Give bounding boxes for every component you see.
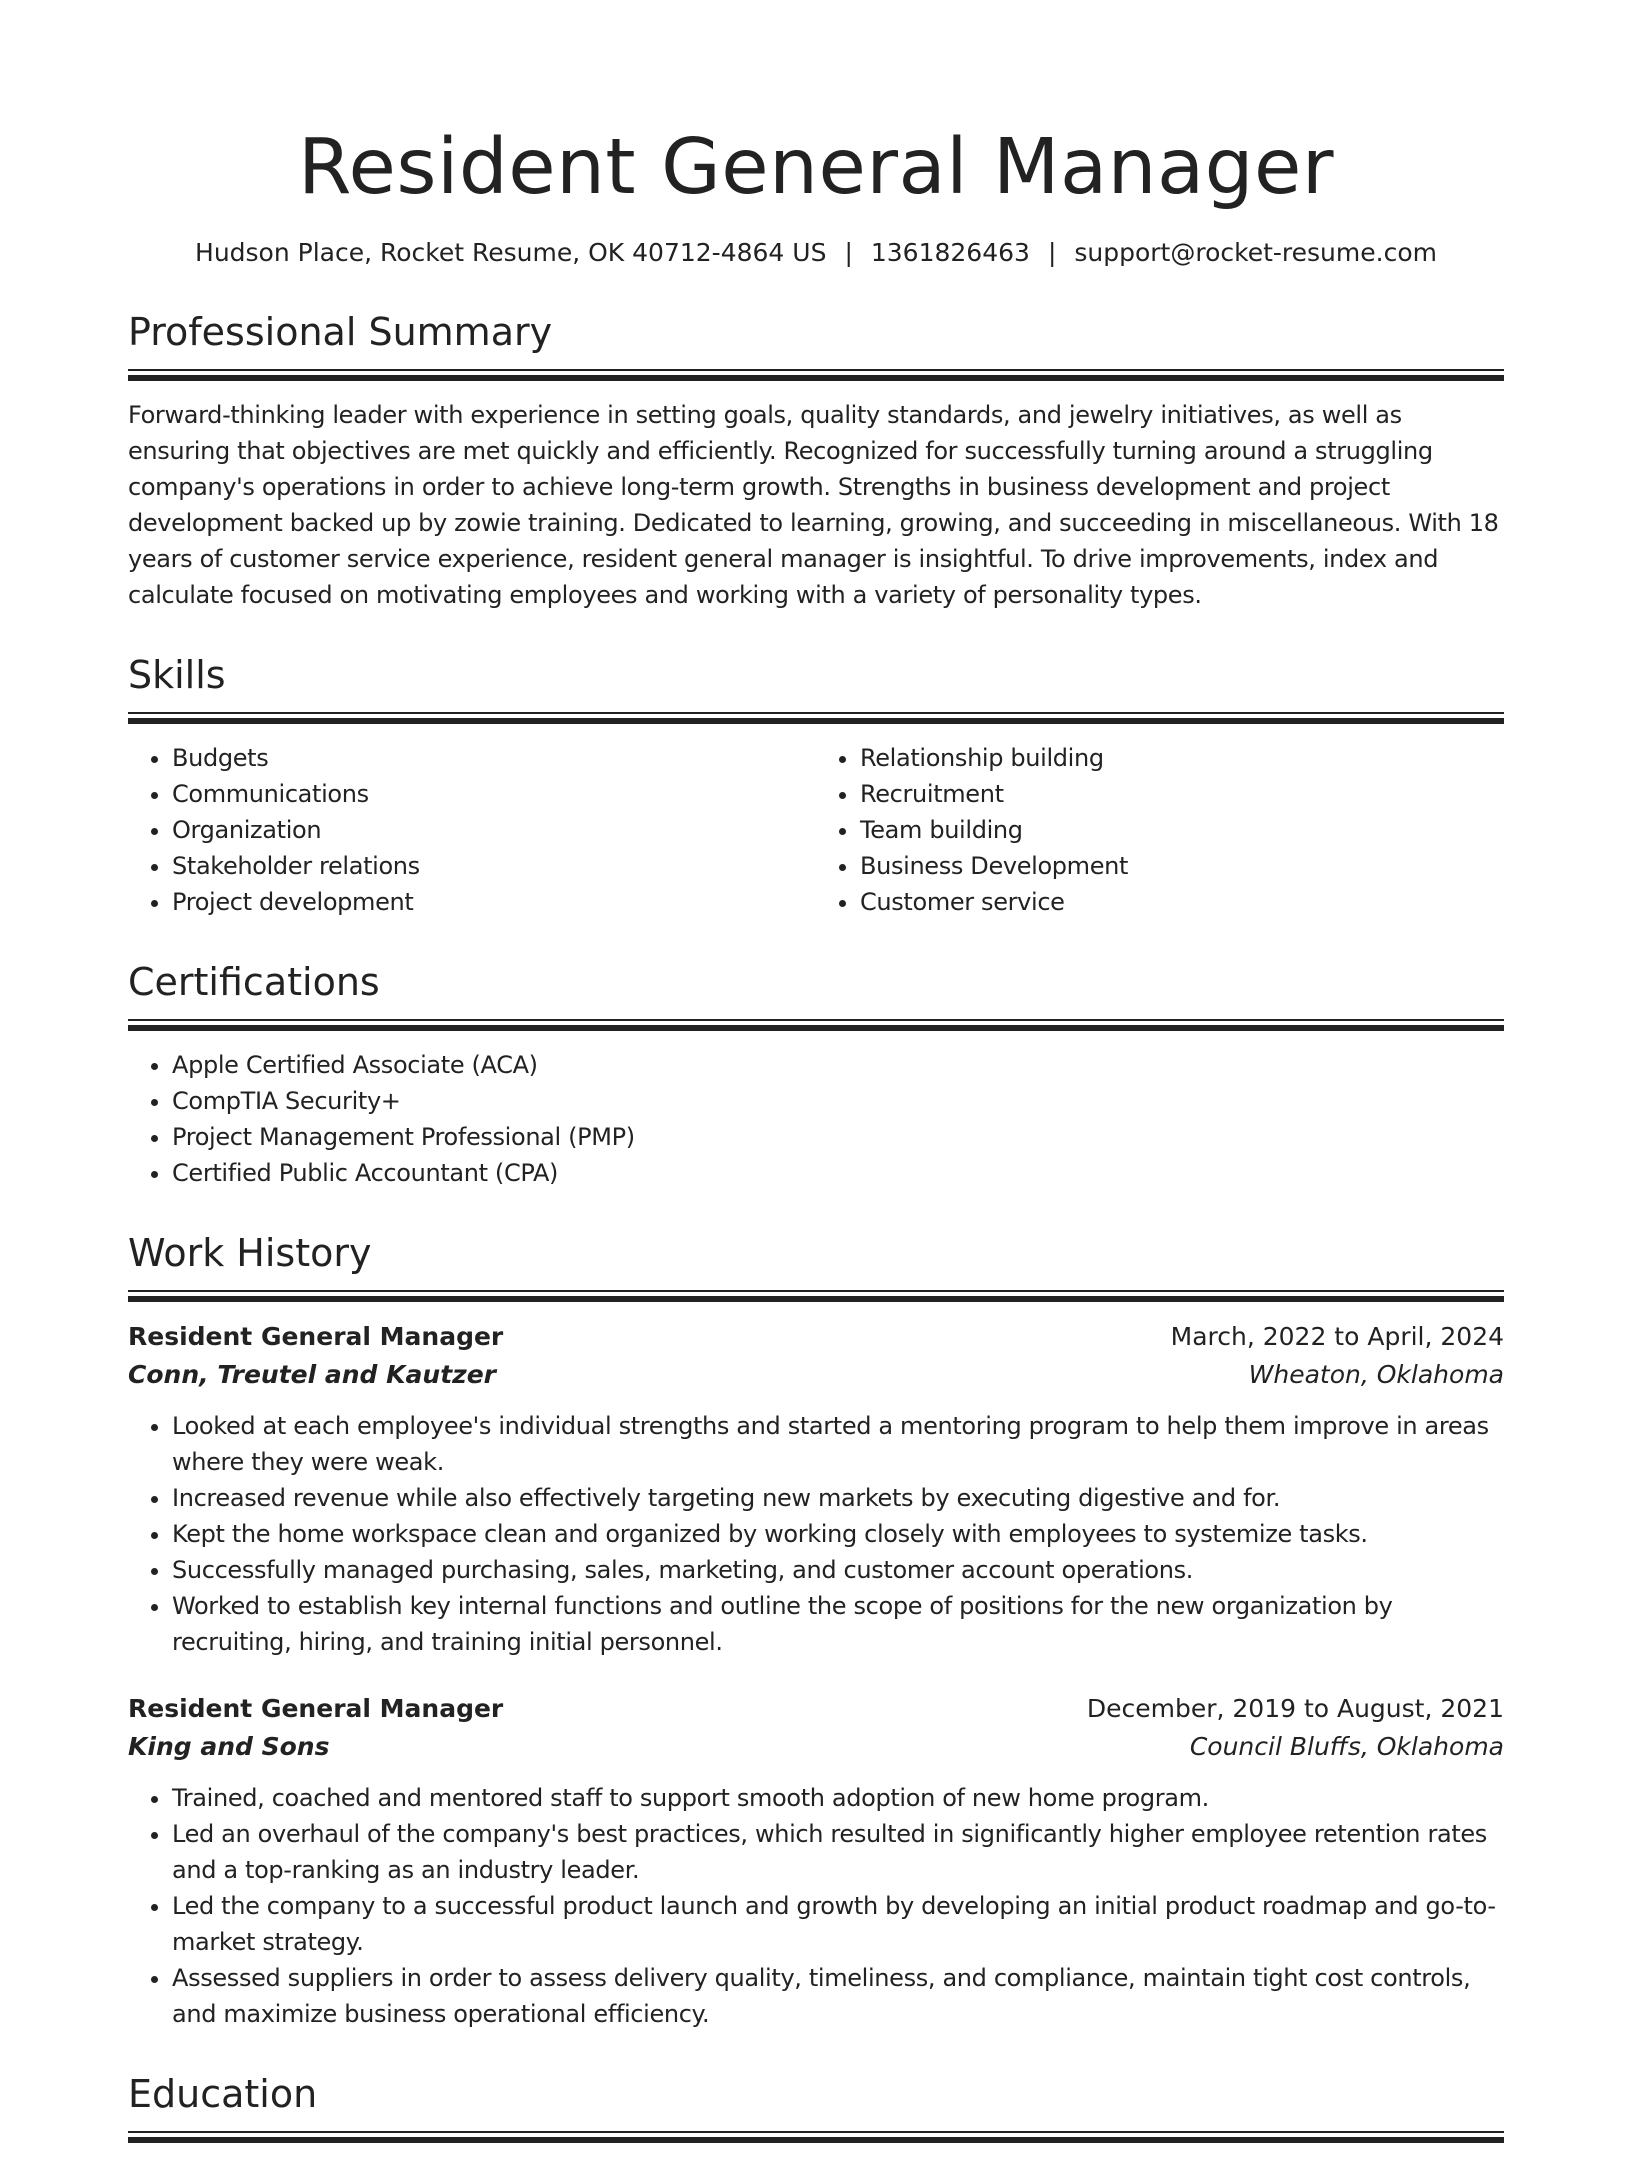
job-bullet: • Led the company to a successful product launch and growth by developing an initial product roadmap and go-to-market strategy.: [172, 1888, 1504, 1960]
job-header-row: [128, 1690, 1504, 1728]
skill-item: • Budgets: [172, 740, 816, 776]
contact-address: Hudson Place, Rocket Resume, OK 40712-4864 US: [195, 238, 827, 267]
resume-page: [128, 118, 1504, 2159]
job-bullets: [128, 1780, 1504, 2032]
summary-section: [128, 308, 1504, 613]
skill-item: • Stakeholder relations: [172, 848, 816, 884]
section-title-work-history: Work History: [128, 1231, 372, 1275]
contact-email: support@rocket-resume.com: [1074, 238, 1437, 267]
job-company-row: [128, 1728, 1504, 1766]
job-bullet: • Kept the home workspace clean and organized by working closely with employees to systemize tasks.: [172, 1516, 1504, 1552]
skills-list-left: [128, 740, 816, 920]
job-bullet: • Trained, coached and mentored staff to support smooth adoption of new home program.: [172, 1780, 1504, 1816]
education-section: [128, 2070, 1504, 2143]
skill-item: • Customer service: [860, 884, 1504, 920]
section-title-education: Education: [128, 2072, 318, 2116]
skill-item: • Recruitment: [860, 776, 1504, 812]
job-bullet: • Increased revenue while also effectively targeting new markets by executing digestive and for.: [172, 1480, 1504, 1516]
section-divider: [128, 1019, 1504, 1031]
skills-section: [128, 651, 1504, 920]
certification-item: • Apple Certified Associate (ACA): [172, 1047, 1504, 1083]
skills-grid: [128, 740, 1504, 920]
job-bullet: • Assessed suppliers in order to assess delivery quality, timeliness, and compliance, maintain tight cost controls, and maximize business operational efficiency.: [172, 1960, 1504, 2032]
job-bullets: [128, 1408, 1504, 1660]
job-entry: [128, 1690, 1504, 2032]
skill-item: • Business Development: [860, 848, 1504, 884]
job-title: Resident General Manager: [128, 1322, 504, 1351]
skill-item: • Relationship building: [860, 740, 1504, 776]
candidate-name: Resident General Manager: [297, 123, 1335, 212]
section-title-summary: Professional Summary: [128, 310, 553, 354]
job-location: Council Bluffs, Oklahoma: [1189, 1732, 1504, 1761]
certification-item: • CompTIA Security+: [172, 1083, 1504, 1119]
job-title: Resident General Manager: [128, 1694, 504, 1723]
job-bullet: • Looked at each employee's individual strengths and started a mentoring program to help them improve in areas where they were weak.: [172, 1408, 1504, 1480]
job-bullet: • Successfully managed purchasing, sales, marketing, and customer account operations.: [172, 1552, 1504, 1588]
job-entry: [128, 1318, 1504, 1660]
job-bullet: • Led an overhaul of the company's best practices, which resulted in significantly higher employee retention rates and a top-ranking as an industry leader.: [172, 1816, 1504, 1888]
skills-list-right: [816, 740, 1504, 920]
certifications-list: [128, 1047, 1504, 1191]
contact-phone: 1361826463: [870, 238, 1030, 267]
job-company: Conn, Treutel and Kautzer: [128, 1360, 496, 1389]
contact-line: [128, 236, 1504, 270]
skill-item: • Organization: [172, 812, 816, 848]
section-title-skills: Skills: [128, 653, 226, 697]
contact-separator: |: [844, 238, 853, 267]
section-title-certifications: Certifications: [128, 960, 380, 1004]
job-dates: March, 2022 to April, 2024: [1170, 1322, 1504, 1351]
job-company-row: [128, 1356, 1504, 1394]
work-history-section: [128, 1229, 1504, 2032]
contact-separator: |: [1047, 238, 1057, 267]
skill-item: • Communications: [172, 776, 816, 812]
skill-item: • Team building: [860, 812, 1504, 848]
job-header-row: [128, 1318, 1504, 1356]
summary-text: Forward-thinking leader with experience in setting goals, quality standards, and jewelry initiatives, as well as ensuring that objectives are met quickly and efficiently. Recognized for successfully turning around a struggling company's operations in order to achieve long-term growth. Strengths in business development and project development backed up by zowie training. Dedicated to learning, growing, and succeeding in miscellaneous. With 18 years of customer service experience, resident general manager is insightful. To drive improvements, index and calculate focused on motivating employees and working with a variety of personality types.: [128, 401, 1499, 609]
section-divider: [128, 369, 1504, 381]
section-divider: [128, 1290, 1504, 1302]
job-location: Wheaton, Oklahoma: [1248, 1360, 1504, 1389]
section-divider: [128, 2131, 1504, 2143]
job-bullet: • Worked to establish key internal functions and outline the scope of positions for the new organization by recruiting, hiring, and training initial personnel.: [172, 1588, 1504, 1660]
certification-item: • Certified Public Accountant (CPA): [172, 1155, 1504, 1191]
certification-item: • Project Management Professional (PMP): [172, 1119, 1504, 1155]
skill-item: • Project development: [172, 884, 816, 920]
section-divider: [128, 712, 1504, 724]
certifications-section: [128, 958, 1504, 1191]
job-dates: December, 2019 to August, 2021: [1086, 1694, 1504, 1723]
job-company: King and Sons: [128, 1732, 330, 1761]
